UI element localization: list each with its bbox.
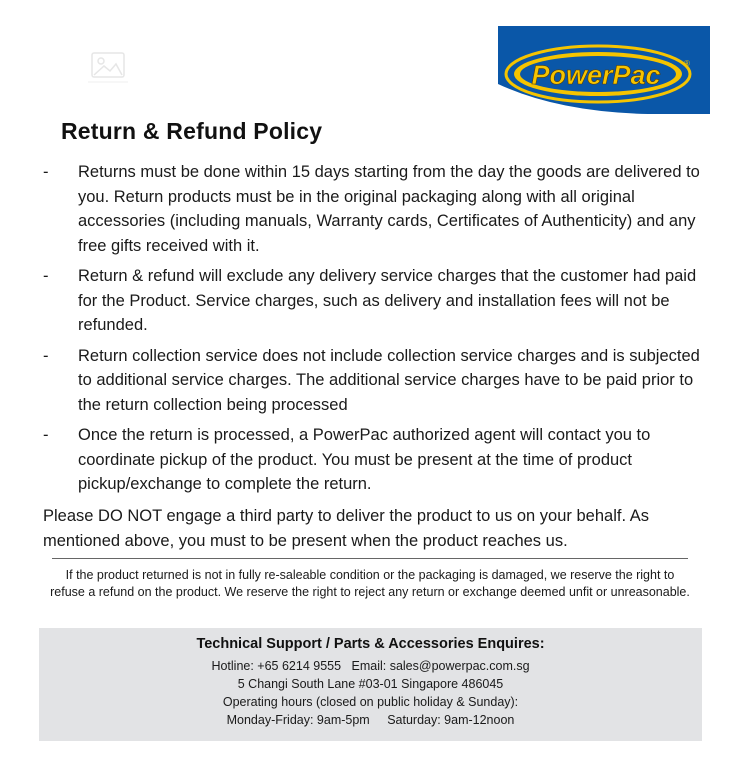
policy-text: Return collection service does not include collection service charges and is subjected to additional service charges. The additional service charges have to be paid prior to the return collection being processed xyxy=(78,346,700,414)
bullet-dash: - xyxy=(43,163,49,181)
email-text: Email: sales@powerpac.com.sg xyxy=(351,659,530,673)
refund-disclaimer: If the product returned is not in fully re-saleable condition or the packaging is damaged, we reserve the right to refuse a refund on the product. We reserve the right to reject any return or exchange deemed unfit or unreasonable. xyxy=(50,568,690,599)
policy-text: Returns must be done within 15 days starting from the day the goods are delivered to you. Return products must be in the original packaging along with all original accessories (including manuals, Warranty cards, Certificates of Authenticity) and any free gifts received with it. xyxy=(78,163,700,255)
page-title: Return & Refund Policy xyxy=(61,118,323,144)
weekday-hours: Monday-Friday: 9am-5pm xyxy=(226,713,370,727)
policy-text: Once the return is processed, a PowerPac authorized agent will contact you to coordinate pickup of the product. You must be present at the time of product pickup/exchange to complete the return. xyxy=(78,426,651,493)
list-item xyxy=(43,423,703,497)
bullet-dash: - xyxy=(43,346,49,365)
saturday-hours: Saturday: 9am-12noon xyxy=(387,713,515,727)
list-item xyxy=(43,264,703,338)
powerpac-logo xyxy=(498,26,710,114)
image-placeholder-icon xyxy=(86,50,130,84)
third-party-notice: Please DO NOT engage a third party to deliver the product to us on your behalf. As mentioned above, you must to be present when the product reaches us. xyxy=(43,507,649,550)
support-box xyxy=(39,628,702,741)
logo-text: PowerPac xyxy=(531,60,661,90)
hotline-text: Hotline: +65 6214 9555 xyxy=(211,659,342,673)
policy-list xyxy=(43,160,703,503)
list-item xyxy=(43,344,703,418)
list-item xyxy=(43,160,703,258)
bullet-dash: - xyxy=(43,426,49,444)
support-hours-line xyxy=(39,711,702,729)
bullet-dash: - xyxy=(43,267,49,285)
address-text: 5 Changi South Lane #03-01 Singapore 486045 xyxy=(237,677,504,691)
divider xyxy=(52,558,688,559)
hours-note: Operating hours (closed on public holiday & Sunday): xyxy=(222,695,519,709)
logo-registered-mark: ® xyxy=(684,59,690,68)
policy-text: Return & refund will exclude any delivery service charges that the customer had paid for the Product. Service charges, such as delivery and installation fees will not be refunded. xyxy=(78,267,697,334)
support-heading: Technical Support / Parts & Accessories Enquires: xyxy=(196,636,545,652)
support-contact-line xyxy=(39,657,702,675)
